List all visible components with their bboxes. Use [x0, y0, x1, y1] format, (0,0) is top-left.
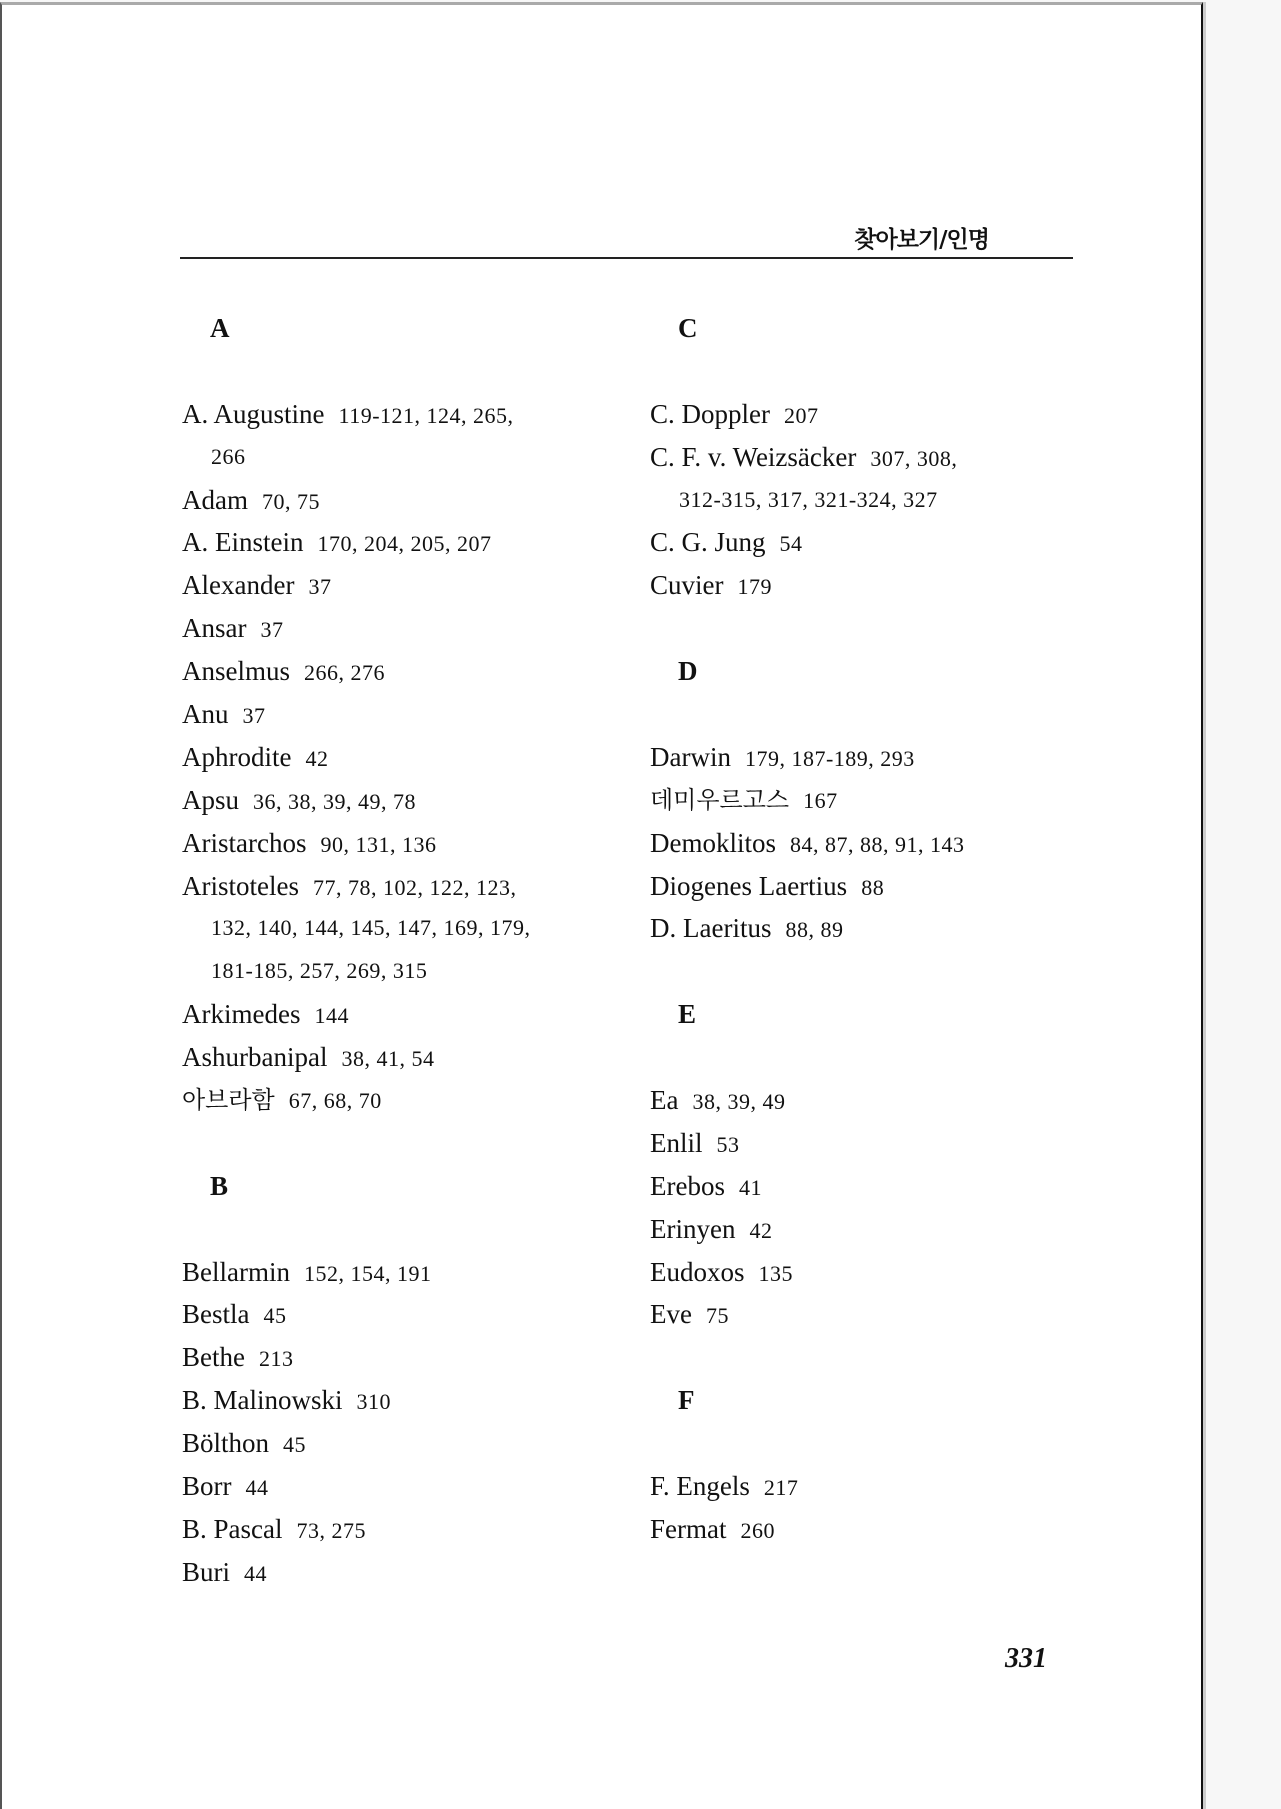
page-refs: 135 — [758, 1260, 793, 1286]
index-entry-continuation — [182, 436, 632, 479]
entry-name: Demoklitos — [650, 827, 776, 858]
page-refs: 41 — [738, 1174, 762, 1200]
page-refs: 45 — [263, 1303, 287, 1329]
page-refs: 38, 41, 54 — [341, 1046, 435, 1072]
page-refs: 144 — [314, 1003, 349, 1029]
page-refs: 179, 187-189, 293 — [744, 745, 915, 771]
index-entry — [650, 521, 1100, 564]
page-refs: 312-315, 317, 321-324, 327 — [679, 486, 938, 512]
index-entry — [650, 1293, 1100, 1336]
entry-name: Apsu — [182, 784, 240, 815]
index-entry — [182, 1379, 632, 1422]
page-refs: 88, 89 — [785, 917, 844, 943]
entry-name: Aristoteles — [182, 870, 299, 901]
index-entry — [650, 736, 1100, 779]
index-column-right — [650, 307, 1100, 1551]
index-entry — [182, 693, 632, 736]
entry-name: Anselmus — [182, 656, 290, 687]
index-entry — [182, 521, 632, 564]
page-refs: 44 — [244, 1560, 268, 1586]
page-refs: 67, 68, 70 — [288, 1088, 382, 1114]
entry-name: Erebos — [650, 1170, 725, 1201]
index-entry — [182, 736, 632, 779]
page-refs: 266, 276 — [304, 660, 385, 686]
page-refs: 42 — [305, 745, 329, 771]
index-column-left — [182, 307, 632, 1594]
page-refs: 260 — [740, 1517, 775, 1543]
page-refs: 37 — [242, 703, 266, 729]
page-refs: 70, 75 — [261, 488, 320, 514]
index-entry — [650, 822, 1100, 865]
index-entry — [182, 993, 632, 1036]
page-refs: 207 — [783, 402, 819, 428]
page-refs: 213 — [258, 1346, 294, 1372]
index-entry — [182, 607, 632, 650]
entry-name: 아브라함 — [182, 1086, 275, 1115]
spacer — [182, 1208, 632, 1251]
index-entry — [182, 1508, 632, 1551]
index-entry — [182, 822, 632, 865]
page-refs: 84, 87, 88, 91, 143 — [790, 831, 965, 857]
entry-name: Anu — [182, 699, 229, 730]
entry-name: Cuvier — [650, 570, 724, 601]
page-refs: 307, 308, — [870, 445, 958, 471]
entry-name: B. Malinowski — [182, 1385, 343, 1416]
spacer — [182, 1122, 632, 1165]
page-refs: 179 — [737, 574, 772, 600]
entry-name: Bellarmin — [182, 1256, 290, 1287]
index-entry — [182, 1465, 632, 1508]
page-refs: 75 — [705, 1303, 729, 1329]
page-refs: 36, 38, 39, 49, 78 — [253, 788, 417, 814]
page-refs: 119-121, 124, 265, — [338, 402, 514, 428]
spacer — [650, 950, 1100, 993]
section-letter-heading: D — [678, 656, 698, 687]
page-refs: 88 — [861, 874, 885, 900]
index-entry — [650, 1165, 1100, 1208]
entry-name: Bethe — [182, 1342, 245, 1373]
entry-name: Alexander — [182, 570, 295, 601]
section-letter-heading: B — [210, 1170, 229, 1201]
page-refs: 54 — [779, 531, 803, 557]
index-entry — [182, 393, 632, 436]
page-refs: 266 — [211, 443, 246, 469]
section-letter-heading: F — [678, 1385, 695, 1416]
page-refs: 44 — [245, 1475, 269, 1501]
entry-name: Aristarchos — [182, 827, 307, 858]
page-refs: 181-185, 257, 269, 315 — [211, 958, 428, 984]
index-entry — [650, 1122, 1100, 1165]
index-entry — [182, 1251, 632, 1294]
page-refs: 38, 39, 49 — [692, 1089, 786, 1115]
entry-name: Diogenes Laertius — [650, 870, 848, 901]
running-head: 찾아보기/인명 — [854, 227, 989, 253]
entry-name: Aphrodite — [182, 741, 292, 772]
page-refs: 170, 204, 205, 207 — [317, 531, 492, 557]
index-entry — [182, 1422, 632, 1465]
page-refs: 37 — [308, 574, 332, 600]
book-page — [0, 2, 1203, 1809]
index-entry — [650, 865, 1100, 908]
entry-name: C. Doppler — [650, 398, 770, 429]
entry-name: Ea — [650, 1085, 679, 1116]
entry-name: C. G. Jung — [650, 527, 766, 558]
page-refs: 90, 131, 136 — [320, 831, 437, 857]
page-refs: 152, 154, 191 — [303, 1260, 432, 1286]
index-entry — [650, 1079, 1100, 1122]
index-entry — [182, 479, 632, 522]
header-rule — [180, 257, 1073, 259]
index-entry — [650, 393, 1100, 436]
entry-name: Ansar — [182, 613, 247, 644]
section-letter-heading: C — [678, 313, 698, 343]
spacer — [650, 1036, 1100, 1079]
index-entry-continuation — [182, 950, 632, 993]
entry-name: Buri — [182, 1556, 231, 1587]
entry-name: Darwin — [650, 741, 731, 772]
spacer — [650, 607, 1100, 650]
entry-name: Adam — [182, 484, 248, 515]
entry-name: Borr — [182, 1471, 232, 1502]
entry-name: Fermat — [650, 1513, 727, 1544]
section-letter-heading: A — [210, 313, 230, 343]
index-entry — [650, 564, 1100, 607]
entry-name: Ashurbanipal — [182, 1042, 328, 1073]
index-entry — [650, 436, 1100, 479]
page-refs: 53 — [716, 1131, 740, 1157]
page-number: 331 — [1005, 1643, 1047, 1674]
section-letter-heading: E — [678, 999, 697, 1030]
entry-name: Enlil — [650, 1127, 703, 1158]
page-refs: 45 — [283, 1432, 307, 1458]
index-entry — [182, 779, 632, 822]
entry-name: Erinyen — [650, 1213, 736, 1244]
spacer — [650, 693, 1100, 736]
spacer — [182, 350, 632, 393]
index-entry-continuation — [650, 479, 1100, 522]
index-entry — [182, 650, 632, 693]
index-entry — [650, 907, 1100, 950]
page-refs: 217 — [763, 1475, 799, 1501]
index-entry — [650, 1251, 1100, 1294]
page-refs: 73, 275 — [296, 1517, 366, 1543]
page-refs: 42 — [749, 1217, 773, 1243]
index-entry — [182, 865, 632, 908]
index-entry — [650, 779, 1100, 822]
index-entry-continuation — [182, 907, 632, 950]
entry-name: Arkimedes — [182, 999, 301, 1030]
entry-name: F. Engels — [650, 1471, 750, 1502]
page-refs: 310 — [356, 1389, 392, 1415]
page-refs: 167 — [803, 787, 838, 813]
entry-name: Eve — [650, 1299, 692, 1330]
entry-name: A. Augustine — [182, 398, 325, 429]
page-refs: 77, 78, 102, 122, 123, — [312, 874, 517, 900]
index-entry — [650, 1508, 1100, 1551]
index-entry — [182, 1551, 632, 1594]
index-entry — [650, 1208, 1100, 1251]
entry-name: Eudoxos — [650, 1256, 745, 1287]
entry-name: Bestla — [182, 1299, 250, 1330]
page-refs: 37 — [260, 617, 284, 643]
spacer — [650, 350, 1100, 393]
page-refs: 132, 140, 144, 145, 147, 169, 179, — [211, 915, 531, 941]
entry-name: D. Laeritus — [650, 913, 772, 944]
entry-name: C. F. v. Weizsäcker — [650, 441, 857, 472]
entry-name: B. Pascal — [182, 1513, 283, 1544]
spacer — [650, 1336, 1100, 1379]
entry-name: 데미우르고스 — [650, 785, 790, 814]
entry-name: Bölthon — [182, 1428, 270, 1459]
index-entry — [650, 1465, 1100, 1508]
index-entry — [182, 1293, 632, 1336]
spacer — [650, 1422, 1100, 1465]
index-entry — [182, 1036, 632, 1079]
entry-name: A. Einstein — [182, 527, 304, 558]
index-entry — [182, 564, 632, 607]
index-entry — [182, 1079, 632, 1122]
index-entry — [182, 1336, 632, 1379]
